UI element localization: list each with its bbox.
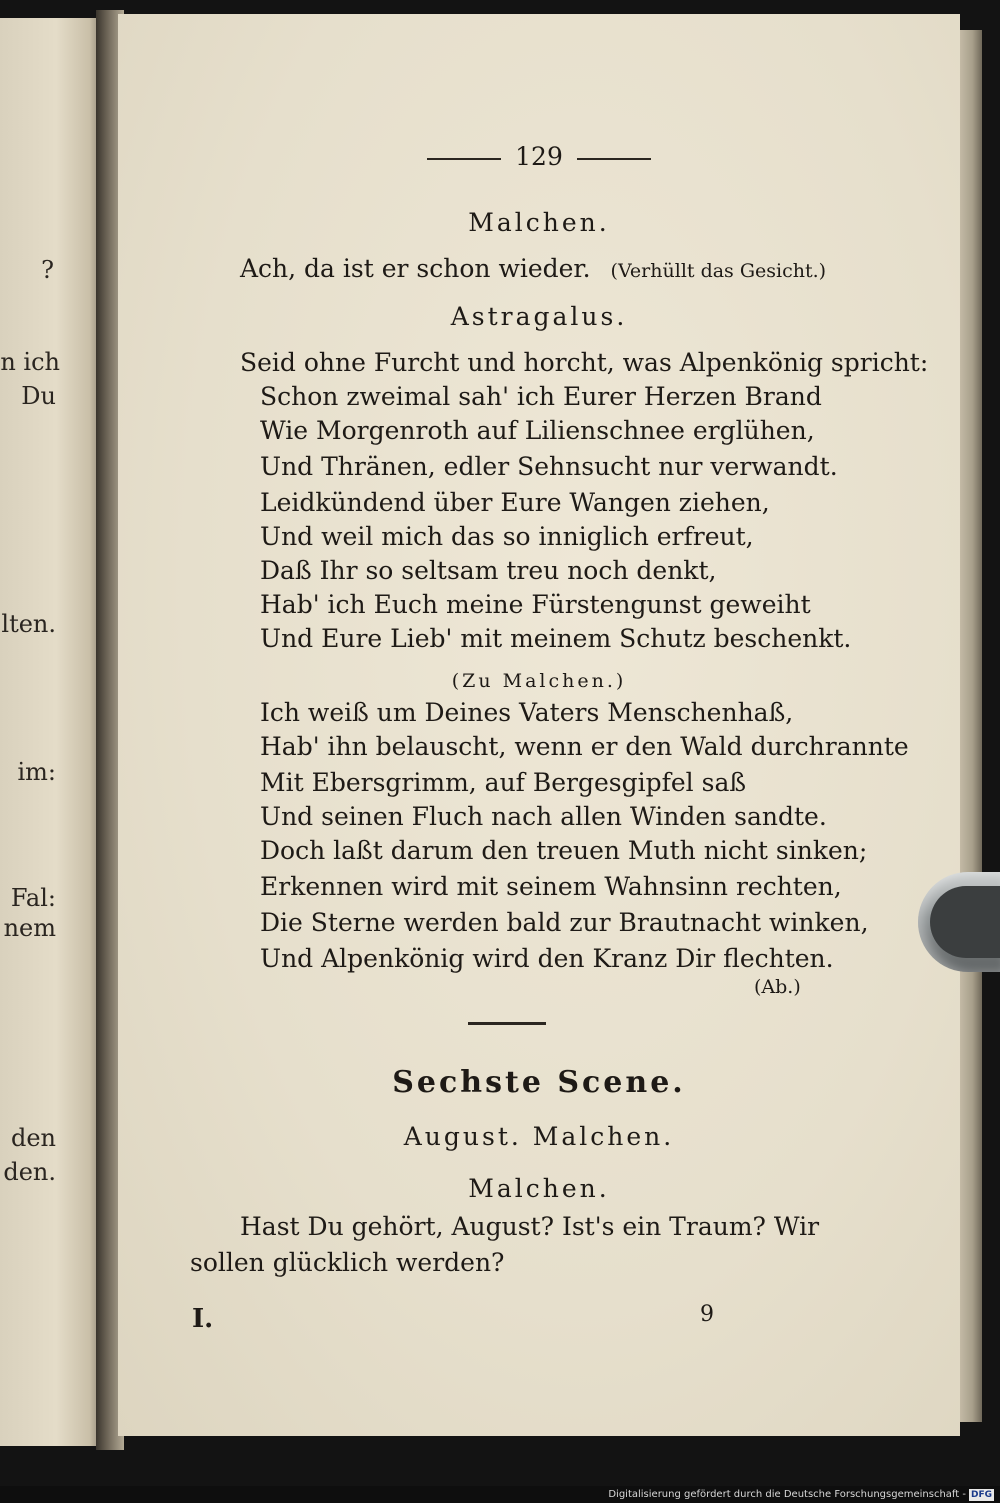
page-clip-inner (930, 886, 1000, 958)
verse-line: Leidkündend über Eure Wangen ziehen, (260, 488, 770, 517)
left-fragment: Fal: (10, 884, 56, 912)
left-fragment: Du (21, 382, 56, 410)
verse-line: Die Sterne werden bald zur Brautnacht winken, (260, 908, 869, 937)
scene-characters: August. Malchen. (403, 1122, 675, 1151)
left-fragment: im: (17, 758, 56, 786)
left-fragment: den. (3, 1158, 56, 1186)
verse-line: Daß Ihr so seltsam treu noch denkt, (260, 556, 717, 585)
verse-line: Doch laßt darum den treuen Muth nicht sinken; (260, 836, 868, 865)
speaker-name: Malchen. (468, 208, 610, 237)
left-facing-page (0, 18, 102, 1446)
stage-direction: (Zu Malchen.) (451, 670, 627, 692)
signature-mark: I. (192, 1304, 214, 1334)
dfg-logo-icon: DFG (970, 1490, 992, 1500)
verse-line: Und weil mich das so inniglich erfreut, (260, 522, 754, 551)
left-fragment: n ich (0, 348, 60, 376)
digitization-footer (0, 1486, 1000, 1503)
verse-line: Und Thränen, edler Sehnsucht nur verwandt. (260, 452, 838, 481)
verse-line: Und Eure Lieb' mit meinem Schutz beschenkt. (260, 624, 852, 653)
left-fragment: ? (41, 256, 54, 284)
verse-line: Und Alpenkönig wird den Kranz Dir flechten. (260, 944, 834, 973)
page-header (118, 142, 960, 172)
page-number: 129 (515, 142, 563, 171)
left-fragment: nem (3, 914, 56, 942)
stage-direction: (Verhüllt das Gesicht.) (610, 260, 827, 282)
left-fragment: den (10, 1124, 56, 1152)
book-page (118, 14, 960, 1436)
speaker-name: Astragalus. (450, 302, 628, 331)
left-fragment: lten. (1, 610, 56, 638)
verse-line: Seid ohne Furcht und horcht, was Alpenkönig spricht: (240, 348, 929, 377)
verse-line: Hab' ihn belauscht, wenn er den Wald durchrannte (260, 732, 909, 761)
verse-line: Und seinen Fluch nach allen Winden sandte. (260, 802, 827, 831)
verse-line: Mit Ebersgrimm, auf Bergesgipfel saß (260, 768, 747, 797)
verse-line: Erkennen wird mit seinem Wahnsinn rechten, (260, 872, 842, 901)
dialogue-text: Ach, da ist er schon wieder. (240, 254, 591, 283)
scene-title: Sechste Scene. (392, 1065, 686, 1100)
verse-line: Ich weiß um Deines Vaters Menschenhaß, (260, 698, 794, 727)
prose-line: Hast Du gehört, August? Ist's ein Traum? Wir (240, 1212, 820, 1241)
page-edge (958, 30, 982, 1422)
stage-direction: (Ab.) (754, 976, 801, 998)
verse-line: Hab' ich Euch meine Fürstengunst geweiht (260, 590, 811, 619)
verse-line: Schon zweimal sah' ich Eurer Herzen Brand (260, 382, 822, 411)
dialogue-line (240, 254, 826, 286)
signature-number: 9 (700, 1302, 714, 1327)
header-rule-right (577, 158, 651, 160)
header-rule-left (427, 158, 501, 160)
prose-line: sollen glücklich werden? (190, 1248, 505, 1277)
verse-line: Wie Morgenroth auf Lilienschnee erglühen, (260, 416, 815, 445)
section-divider (468, 1022, 546, 1025)
speaker-name: Malchen. (468, 1174, 610, 1203)
footer-text: Digitalisierung gefördert durch die Deutsche Forschungsgemeinschaft - (608, 1489, 966, 1500)
